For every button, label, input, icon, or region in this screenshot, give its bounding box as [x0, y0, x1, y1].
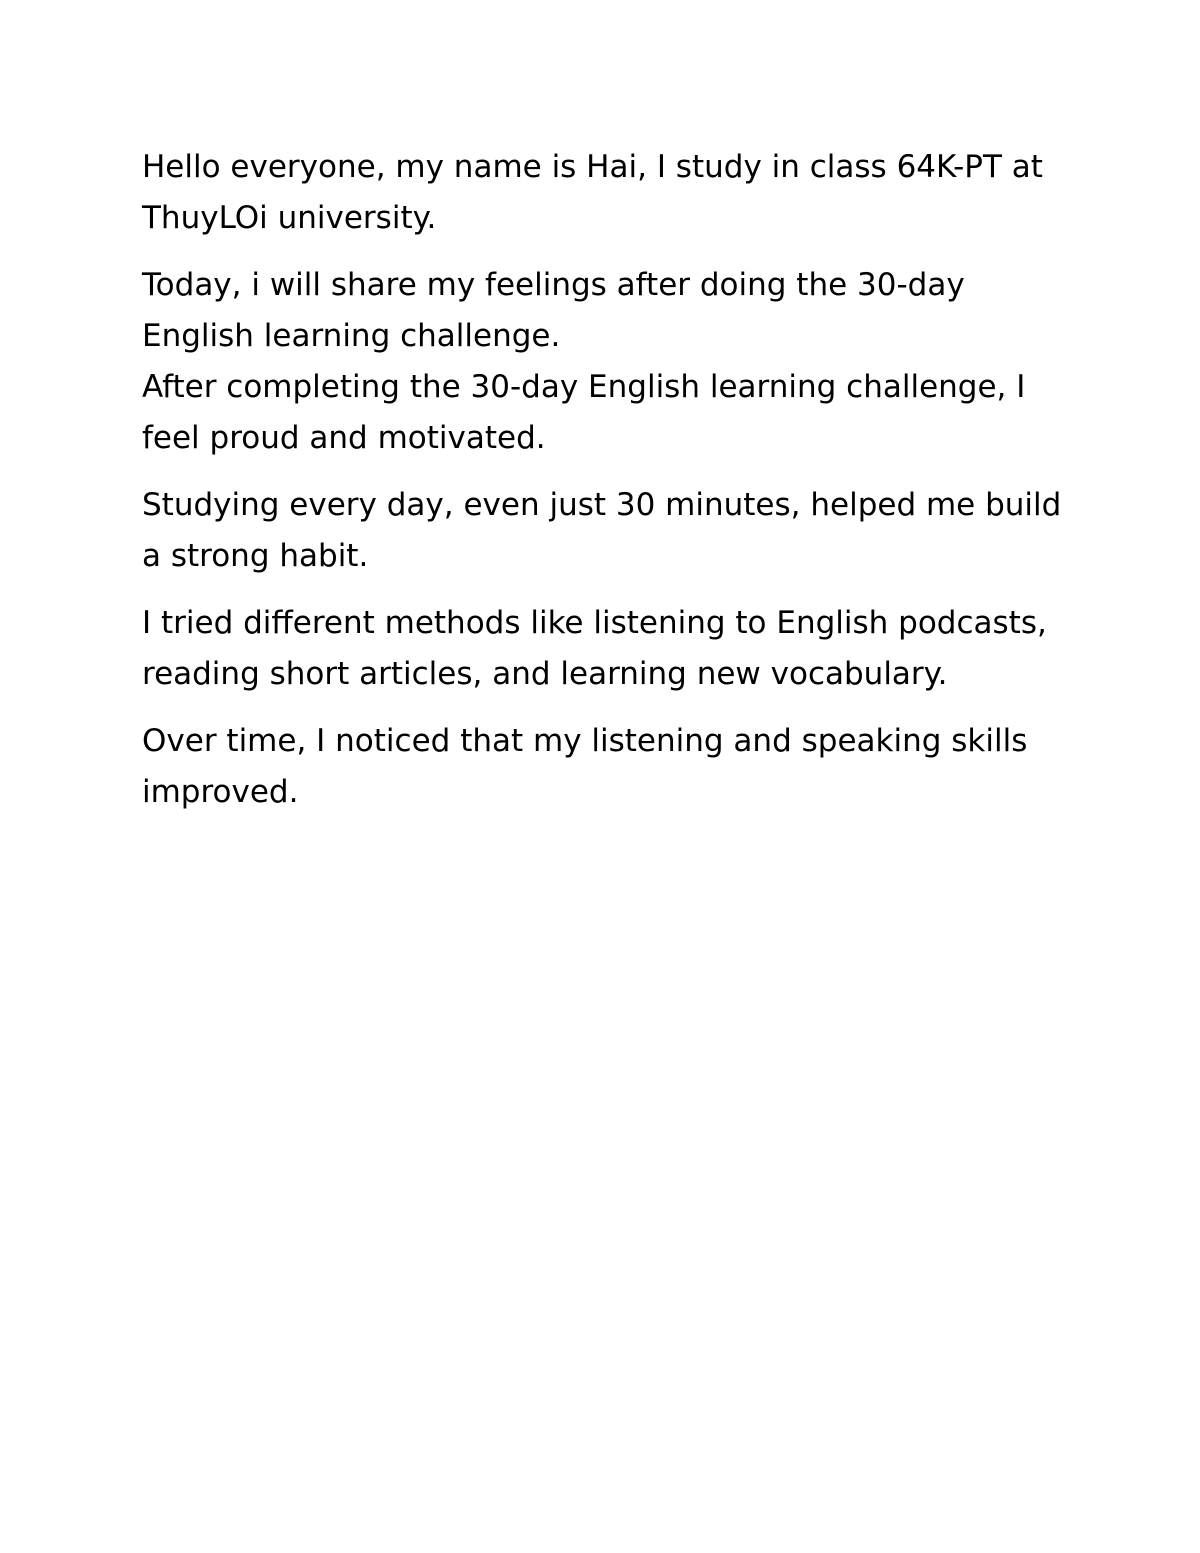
- paragraph-feelings: After completing the 30-day English learning challenge, I feel proud and motivated.: [142, 369, 1026, 456]
- paragraph-habit: Studying every day, even just 30 minutes, helped me build a strong habit.: [142, 487, 1062, 574]
- document-body: [142, 142, 1062, 818]
- paragraph-topic: Today, i will share my feelings after doing the 30-day English learning challenge.: [142, 267, 965, 354]
- paragraph-methods: I tried different methods like listening to English podcasts, reading short articles, and learning new vocabulary.: [142, 605, 1047, 692]
- paragraph-improvement: Over time, I noticed that my listening and speaking skills improved.: [142, 723, 1028, 810]
- paragraph-introduction: Hello everyone, my name is Hai, I study in class 64K-PT at ThuyLOi university.: [142, 149, 1043, 236]
